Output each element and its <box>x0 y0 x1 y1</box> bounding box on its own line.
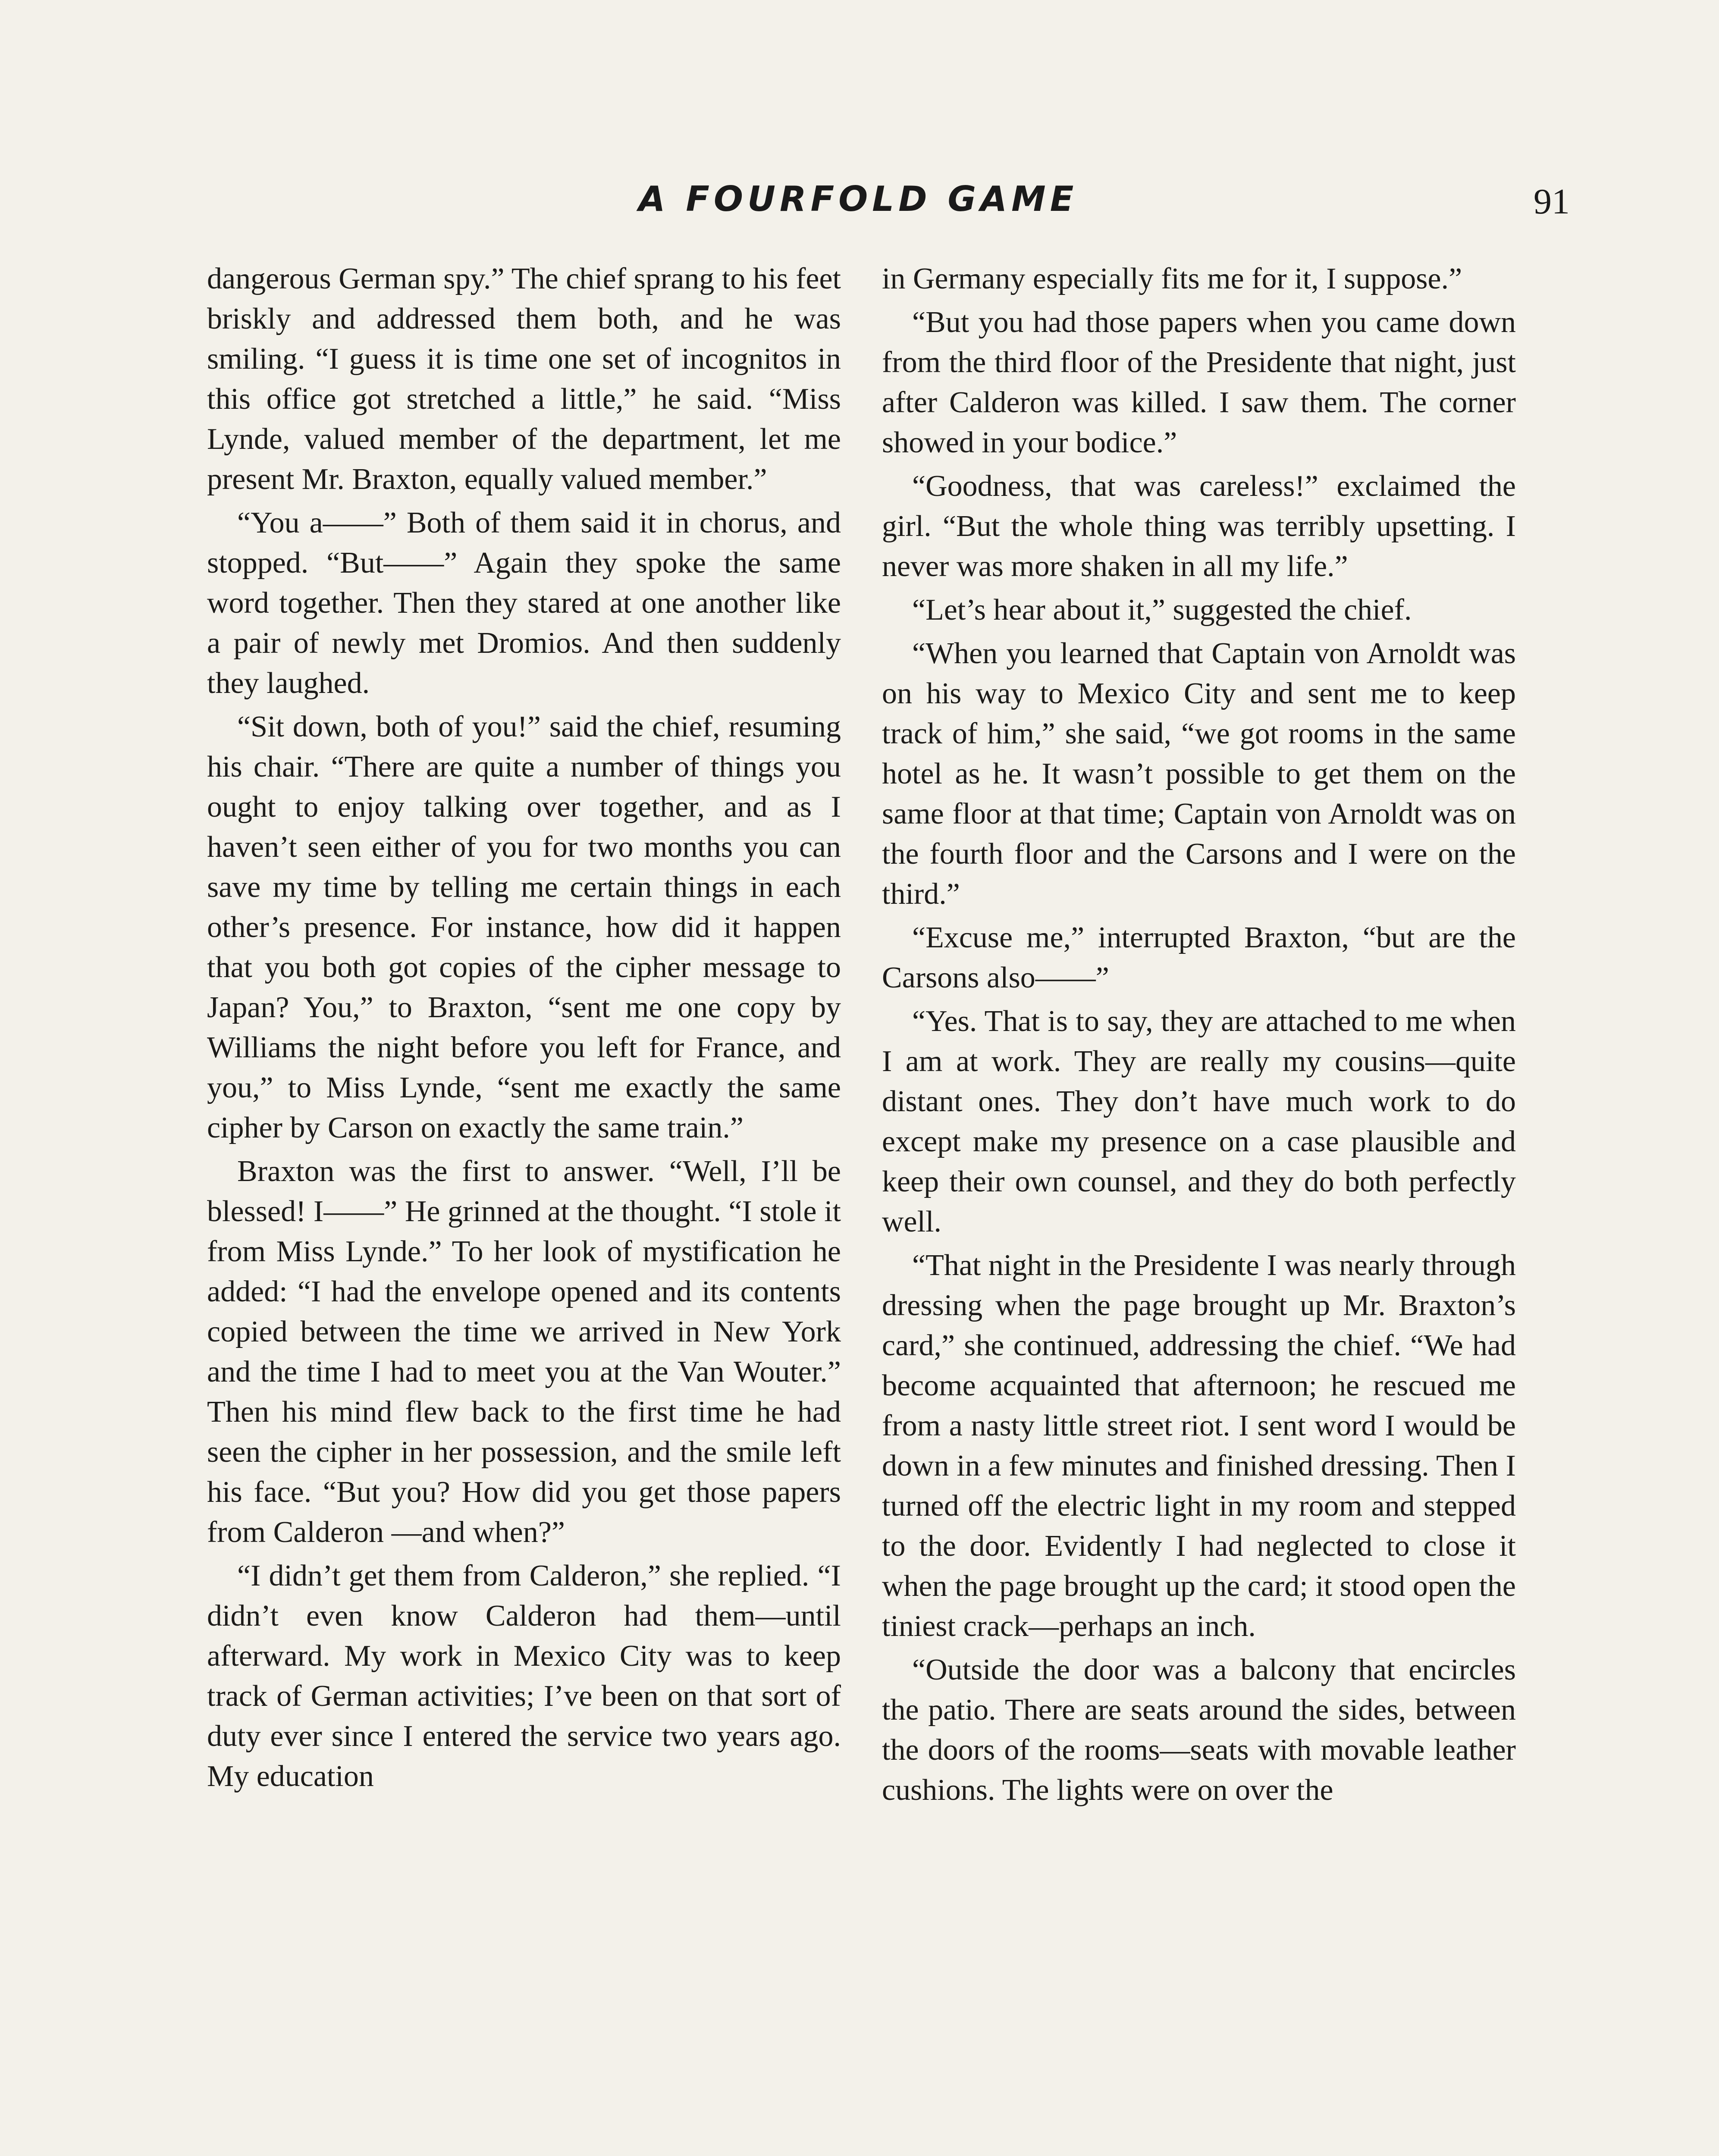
paragraph: “Excuse me,” interrupted Braxton, “but are the Carsons also——” <box>882 921 1516 994</box>
paragraph: “Goodness, that was careless!” exclaimed the girl. “But the whole thing was terribly upsetting. I never was more shaken in all my life.” <box>882 470 1516 583</box>
paragraph: “But you had those papers when you came down from the third floor of the Presidente that night, just after Calderon was killed. I saw them. The corner showed in your bodice.” <box>882 306 1516 459</box>
paragraph: in Germany especially fits me for it, I suppose.” <box>882 262 1462 295</box>
right-column <box>882 259 1516 1814</box>
running-title: A FOURFOLD GAME <box>638 179 1078 219</box>
paragraph: “I didn’t get them from Calderon,” she replied. “I didn’t even know Calderon had them—until afterward. My work in Mexico City was to keep track of German activities; I’ve been on that sort of duty ever since I entered the service two years ago. My education <box>207 1559 841 1793</box>
paragraph: “That night in the Presidente I was nearly through dressing when the page brought up Mr. Braxton’s card,” she continued, addressing the chief. “We had become acquainted that afternoon; he rescued me from a nasty little street riot. I sent word I would be down in a few minutes and finished dressing. Then I turned off the electric light in my room and stepped to the door. Evidently I had neglected to close it when the page brought up the card; it stood open the tiniest crack—perhaps an inch. <box>882 1249 1516 1643</box>
paragraph: “You a——” Both of them said it in chorus, and stopped. “But——” Again they spoke the same word together. Then they stared at one another like a pair of newly met Dromios. And then suddenly they laughed. <box>207 506 841 700</box>
paragraph: “Yes. That is to say, they are attached to me when I am at work. They are really my cousins—quite distant ones. They don’t have much work to do except make my presence on a case plausible and keep their own counsel, and they do both perfectly well. <box>882 1005 1516 1238</box>
paragraph: dangerous German spy.” The chief sprang to his feet briskly and addressed them both, and he was smiling. “I guess it is time one set of incognitos in this office got stretched a little,” he said. “Miss Lynde, valued member of the department, let me present Mr. Braxton, equally valued member.” <box>207 262 841 496</box>
paragraph: Braxton was the first to answer. “Well, I’ll be blessed! I——” He grinned at the thought. “I stole it from Miss Lynde.” To her look of mystification he added: “I had the envelope opened and its contents copied between the time we arrived in New York and the time I had to meet you at the Van Wouter.” Then his mind flew back to the first time he had seen the cipher in her possession, and the smile left his face. “But you? How did you get those papers from Calderon —and when?” <box>207 1155 841 1549</box>
running-head <box>0 179 1719 226</box>
paragraph: “When you learned that Captain von Arnoldt was on his way to Mexico City and sent me to keep track of him,” she said, “we got rooms in the same hotel as he. It wasn’t possible to get them on the same floor at that time; Captain von Arnoldt was on the fourth floor and the Carsons and I were on the third.” <box>882 637 1516 911</box>
paragraph: “Sit down, both of you!” said the chief, resuming his chair. “There are quite a number of things you ought to enjoy talking over together, and as I haven’t seen either of you for two months you can save my time by telling me certain things in each other’s presence. For instance, how did it happen that you both got copies of the cipher message to Japan? You,” to Braxton, “sent me one copy by Williams the night before you left for France, and you,” to Miss Lynde, “sent me exactly the same cipher by Carson on exactly the same train.” <box>207 710 841 1144</box>
paragraph: “Outside the door was a balcony that encircles the patio. There are seats around the sides, between the doors of the rooms—seats with movable leather cushions. The lights were on over the <box>882 1653 1516 1807</box>
left-column <box>207 259 841 1800</box>
paragraph: “Let’s hear about it,” suggested the chief. <box>912 593 1412 627</box>
page-number: 91 <box>1534 182 1570 222</box>
